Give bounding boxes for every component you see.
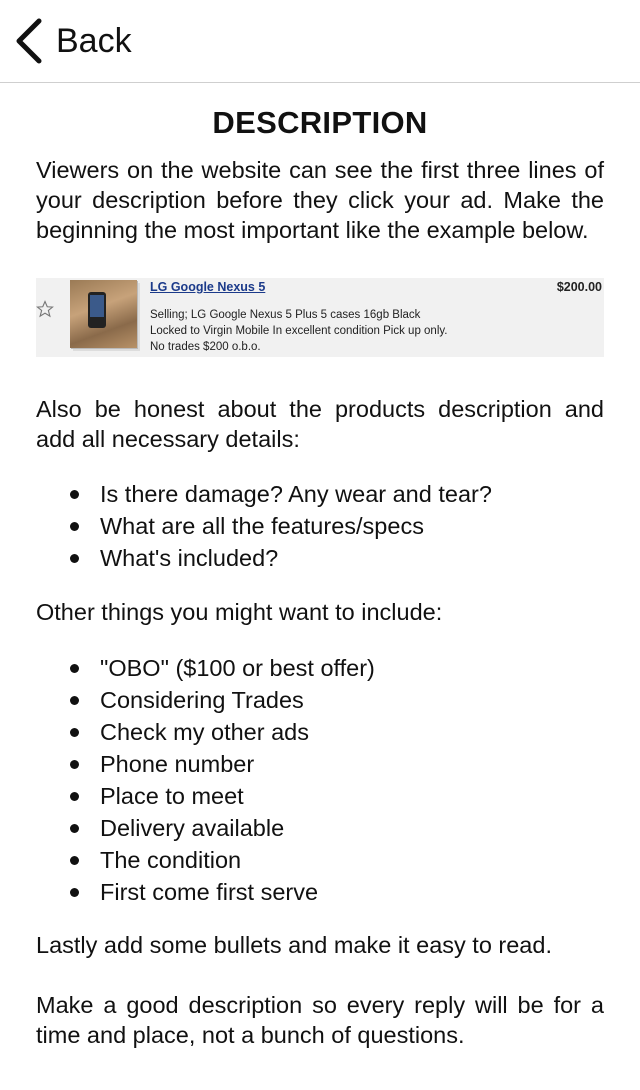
nav-bar — [0, 0, 640, 83]
details-list — [36, 478, 604, 574]
list-item: Check my other ads — [64, 716, 604, 748]
list-item: Place to meet — [64, 780, 604, 812]
ad-description — [150, 307, 447, 355]
ad-desc-line: No trades $200 o.b.o. — [150, 341, 261, 353]
list-item: What are all the features/specs — [64, 510, 604, 542]
chevron-left-icon — [14, 18, 44, 64]
list-item: "OBO" ($100 or best offer) — [64, 652, 604, 684]
other-text: Other things you might want to include: — [36, 599, 443, 625]
back-label: Back — [56, 21, 132, 60]
list-item: What's included? — [64, 542, 604, 574]
lastly-text: Lastly add some bullets and make it easy to read. — [36, 932, 552, 958]
star-icon — [36, 300, 54, 323]
ad-desc-line: Locked to Virgin Mobile In excellent condition Pick up only. — [150, 325, 448, 337]
intro-text: Viewers on the website can see the first three lines of your description before they click your ad. Make the beginning the most important like the example below. — [36, 157, 604, 243]
closing-text: Make a good description so every reply will be for a time and place, not a bunch of questions. — [36, 992, 604, 1048]
honest-text: Also be honest about the products description and add all necessary details: — [36, 396, 604, 452]
ad-title-link: LG Google Nexus 5 — [150, 280, 266, 294]
list-item: Is there damage? Any wear and tear? — [64, 478, 604, 510]
list-item: First come first serve — [64, 876, 604, 908]
list-item: The condition — [64, 844, 604, 876]
list-item: Delivery available — [64, 812, 604, 844]
content — [0, 105, 640, 1050]
list-item: Phone number — [64, 748, 604, 780]
ad-price: $200.00 — [556, 280, 602, 294]
example-ad — [36, 278, 604, 357]
other-list — [36, 652, 604, 908]
ad-thumbnail — [70, 280, 137, 348]
back-button[interactable] — [14, 18, 132, 64]
page-title: DESCRIPTION — [212, 105, 428, 140]
list-item: Considering Trades — [64, 684, 604, 716]
ad-desc-line: Selling; LG Google Nexus 5 Plus 5 cases 16gb Black — [150, 309, 421, 321]
